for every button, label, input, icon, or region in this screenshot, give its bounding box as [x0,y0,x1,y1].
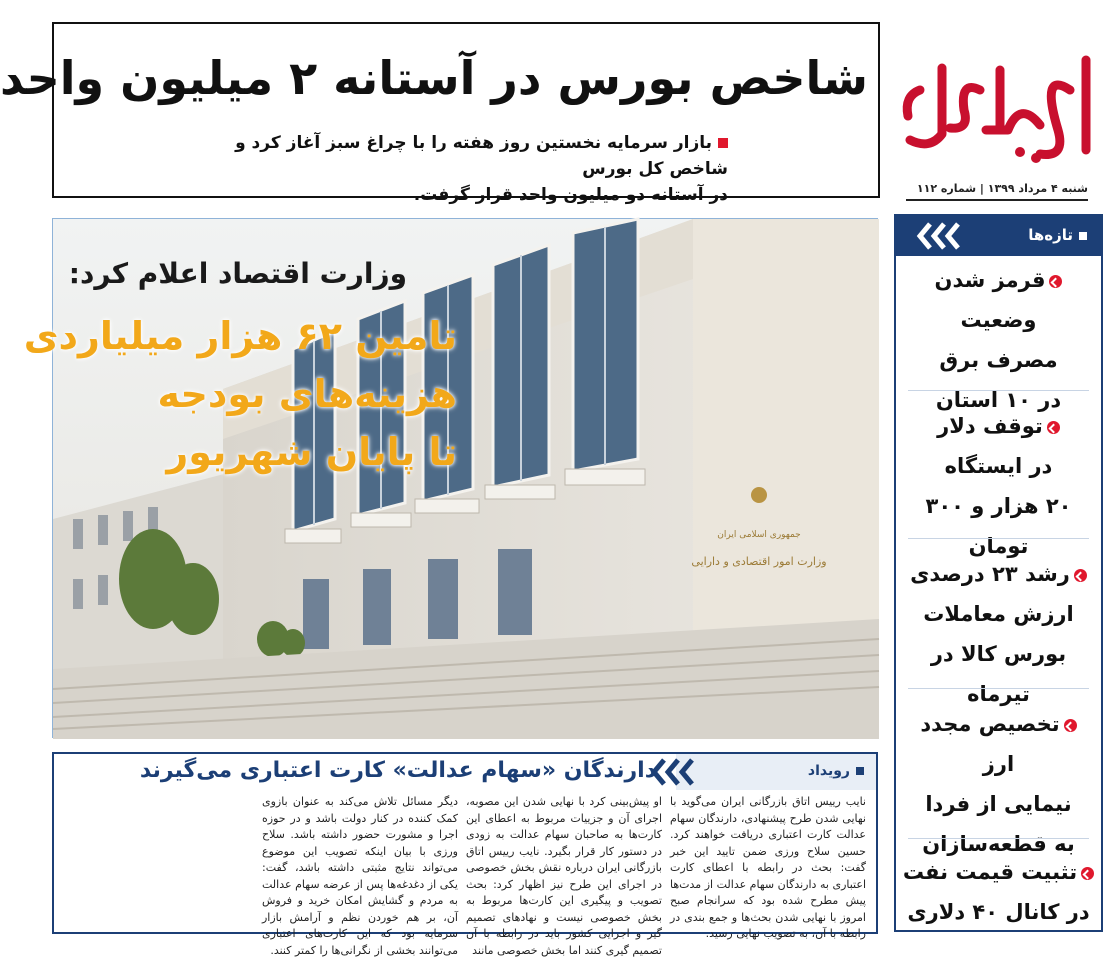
sidebar-header [896,216,1101,256]
chevrons-icon [916,222,976,250]
building-sign-line-2: وزارت امور اقتصادی و دارایی [691,555,827,568]
news-item-line: مصرف برق [939,348,1058,372]
newspaper-logo[interactable] [890,30,1102,180]
bullet-icon [1064,719,1077,732]
story-kicker: رویداد [808,763,864,779]
top-story-lead [188,130,728,208]
top-story-headline[interactable]: شاخص بورس در آستانه ۲ میلیون واحد [0,51,868,105]
news-item-line: در کانال ۴۰ دلاری [907,900,1090,924]
bottom-story[interactable] [52,752,878,957]
chevrons-icon [650,758,706,786]
story-column: او پیش‌بینی کرد با نهایی شدن این مصوبه، اجرای آن و جزییات مربوط به اعطای این کارت‌ها به صاحبان سهام عدالت به زودی در دستور کار قرار بگیرد. نایب رییس اتاق بازرگانی ایران درباره نقش بخش خصوصی در اجرای این طرح نیز اظهار کرد: بحث تصویب و پیگیری این کارت‌ها مربوط به بخش خصوصی نیست و نهادهای تصمیم گیر و اجرایی کشور باید در رابطه با آن تصمیم گیری کنند اما بخش خصوصی مانند [466,795,662,957]
hero-title-line: تا پایان شهریور [166,430,457,474]
news-item-line: نیمایی از فردا [925,792,1072,816]
news-item-oil[interactable] [902,852,1095,932]
news-item-power[interactable] [902,260,1095,420]
news-item-dollar[interactable] [902,406,1095,566]
news-item-line: توقف دلار [937,414,1043,438]
hero-story[interactable] [23,218,878,738]
masthead [890,30,1102,200]
bullet-icon [1081,867,1094,880]
bullet-icon [1047,421,1060,434]
news-item-currency[interactable] [902,704,1095,864]
news-item-line: ۲۰ هزار و ۳۰۰ تومان [925,494,1072,558]
news-item-line: بورس کالا در تیرماه [930,642,1067,706]
bullet-icon [1049,275,1062,288]
news-divider [908,390,1089,391]
story-column: نایب رییس اتاق بازرگانی ایران می‌گوید با نهایی شدن طرح پیشنهادی، دارندگان سهام عدالت کارت اعتباری دریافت خواهند کرد. حسین سلاح ورزی ضمن تایید این خبر گفت: بحث در رابطه با اعطای کارت اعتباری به دارندگان سهام عدالت از مدت‌ها پیش مطرح شده بود که سرانجام صبح امروز با نهایی شدن بحث‌ها و جمع بندی در رابطه با آن، به تصویب نهایی رسید. [670,795,866,940]
masthead-rule [906,199,1088,201]
story-body [64,794,866,957]
story-column: دیگر مسائل تلاش می‌کند به عنوان بازوی کمک کننده در کنار دولت باشد و در حوزه اجرا و مشورت حضور داشته باشد. سلاح ورزی با بیان اینکه تصویب این موضوع می‌تواند نتایج مثبتی داشته باشد، گفت: یکی از دغدغه‌ها پس از عرضه سهام عدالت به مردم و گشایش امکان خرید و فروش آن، بر هم خوردن نظم و آرامش بازار سرمایه بود که این کارت‌های اعتباری می‌توانند بخشی از نگرانی‌ها را کمتر کنند. [262,795,458,957]
top-story[interactable] [0,22,880,205]
news-item-line: تثبیت قیمت نفت [902,860,1078,884]
news-item-line: در ۱۰ استان [935,388,1062,412]
hero-kicker: وزارت اقتصاد اعلام کرد: [68,257,407,290]
news-item-line: ارزش معاملات [923,602,1074,626]
issue-date: شنبه ۴ مرداد ۱۳۹۹ | شماره ۱۱۲ [916,182,1088,195]
building-sign-line-1: جمهوری اسلامی ایران [717,530,801,540]
story-kicker-band [676,754,876,790]
sidebar-title: تازه‌ها [1028,226,1087,244]
news-item-line: در ایستگاه [944,454,1053,478]
lead-line-2: در آستانه دو میلیون واحد قرار گرفت. [413,185,728,205]
bullet-icon [1074,569,1087,582]
story-headline[interactable]: دارندگان «سهام عدالت» کارت اعتباری می‌گیرند [139,758,656,783]
news-divider [908,688,1089,689]
lead-bullet [718,138,728,148]
news-item-line: تخصیص مجدد ارز [920,712,1060,776]
news-item-line: قرمز شدن وضعیت [934,268,1046,332]
latest-news-sidebar [894,214,1103,932]
lead-line-1: بازار سرمایه نخستین روز هفته را با چراغ سبز آغاز کرد و شاخص کل بورس [235,133,728,179]
news-divider [908,838,1089,839]
news-item-line: رشد ۲۳ درصدی [910,562,1070,586]
hero-title[interactable] [23,307,457,481]
hero-title-line: تامین ۶۲ هزار میلیاردی [23,314,457,358]
news-item-line: به قطعه‌سازان [922,832,1075,856]
news-divider [908,538,1089,539]
news-item-commodity[interactable] [902,554,1095,714]
hero-title-line: هزینه‌های بودجه [157,372,457,416]
